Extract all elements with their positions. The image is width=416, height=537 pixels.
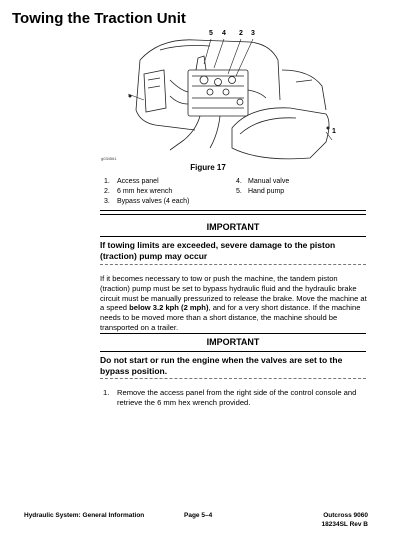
- step-text: Remove the access panel from the right side of the control console and retrieve the 6 mm hex wrench provided.: [117, 388, 357, 407]
- figure-callout-1: 1: [332, 128, 336, 135]
- legend-divider: [100, 210, 366, 211]
- legend-number: 5.: [236, 188, 242, 195]
- footer-section-title: Hydraulic System: General Information: [24, 512, 145, 519]
- important-heading: IMPORTANT: [206, 222, 260, 232]
- important-divider: [100, 236, 366, 237]
- important-heading: IMPORTANT: [206, 337, 260, 347]
- legend-item-3: [104, 198, 190, 205]
- footer-product-name: Outcross 9060: [323, 512, 368, 519]
- figure-callout-4: 4: [222, 30, 226, 37]
- figure-id-label: g034561: [101, 156, 117, 161]
- legend-item-5: [236, 188, 285, 195]
- figure-caption: Figure 17: [190, 163, 226, 172]
- section-divider: [100, 333, 366, 334]
- speed-limit-text: below 3.2 kph (2 mph): [129, 303, 209, 313]
- important-warning-text: Do not start or run the engine when the valves are set to the bypass position.: [100, 355, 343, 376]
- step-number: 1.: [103, 388, 110, 397]
- figure-callout-2: 2: [239, 30, 243, 37]
- legend-text: Hand pump: [248, 188, 285, 195]
- legend-number: 1.: [104, 178, 110, 185]
- legend-number: 2.: [104, 188, 110, 195]
- towing-paragraph: [100, 274, 368, 333]
- legend-text: 6 mm hex wrench: [117, 188, 173, 195]
- page-title: Towing the Traction Unit: [12, 10, 186, 27]
- legend-text: Manual valve: [248, 178, 290, 185]
- important-warning-text: If towing limits are exceeded, severe damage to the piston (traction) pump may occur: [100, 240, 336, 261]
- legend-number: 3.: [104, 198, 110, 205]
- footer-doc-revision: 18234SL Rev B: [321, 521, 368, 528]
- important-end-divider: [100, 264, 366, 265]
- towing-paragraph-text: If it becomes necessary to tow or push the machine, the tandem piston (traction) pump must be set to bypass hydraulic fluid and the hydraulic brake circuit must be manually pressurized to release the brake. Move the machine at a speed: [100, 274, 367, 313]
- important-divider: [100, 351, 366, 352]
- section-divider: [100, 214, 366, 215]
- legend-text: Bypass valves (4 each): [117, 198, 190, 205]
- figure-callout-3: 3: [251, 30, 255, 37]
- figure-callout-5: 5: [209, 30, 213, 37]
- towing-paragraph-text-end: , and for a very short distance. If the machine needs to be moved more than a short distance, the machine should be transported on a trailer.: [100, 303, 361, 332]
- legend-number: 4.: [236, 178, 242, 185]
- important-end-divider: [100, 378, 366, 379]
- legend-item-2: [104, 188, 173, 195]
- footer-page-number: Page 5–4: [184, 512, 213, 519]
- legend-item-4: [236, 178, 290, 185]
- legend-text: Access panel: [117, 178, 159, 185]
- legend-item-1: [104, 178, 159, 185]
- towing-figure-illustration: [100, 30, 340, 165]
